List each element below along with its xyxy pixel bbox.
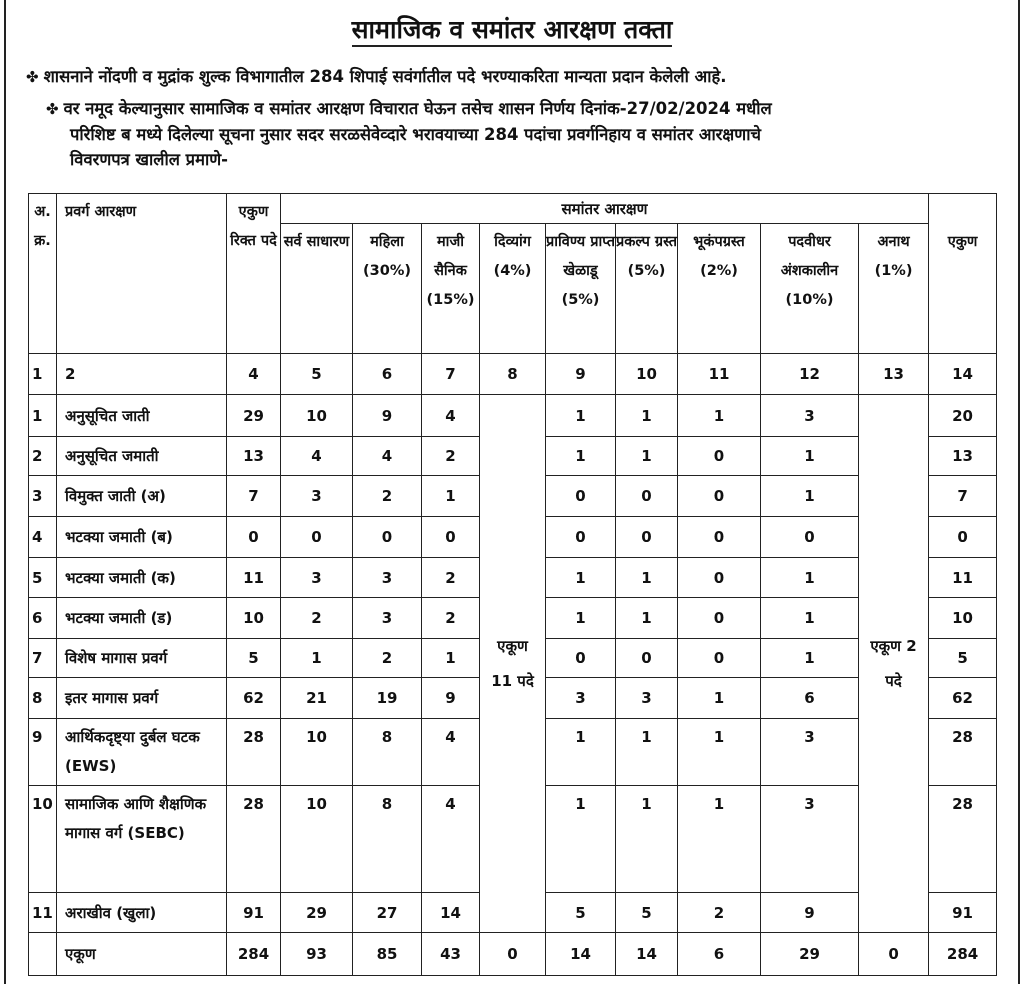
bullet-icon: ✤ <box>46 100 59 118</box>
row-ex-servicemen: 4 <box>422 395 480 437</box>
row-project: 1 <box>616 437 678 476</box>
row-total: 28 <box>929 719 997 786</box>
row-general: 3 <box>281 476 353 517</box>
row-general: 21 <box>281 678 353 719</box>
row-total-vacant: 13 <box>227 437 281 476</box>
row-ex-servicemen: 2 <box>422 437 480 476</box>
column-number: 9 <box>546 354 616 395</box>
row-graduate: 3 <box>761 395 859 437</box>
row-total: 20 <box>929 395 997 437</box>
row-category: विशेष मागास प्रवर्ग <box>57 639 227 678</box>
row-women: 3 <box>353 558 422 598</box>
row-sr: 10 <box>29 786 57 893</box>
row-sports: 1 <box>546 719 616 786</box>
total-orphan: 0 <box>859 933 929 976</box>
row-women: 0 <box>353 517 422 558</box>
row-total: 91 <box>929 893 997 933</box>
row-ex-servicemen: 2 <box>422 558 480 598</box>
header-graduate-parttime: पदवीधर अंशकालीन (10%) <box>761 224 859 354</box>
row-sports: 1 <box>546 558 616 598</box>
row-sr: 8 <box>29 678 57 719</box>
row-sports: 1 <box>546 437 616 476</box>
row-earthquake: 0 <box>678 598 761 639</box>
header-total: एकुण <box>929 224 997 354</box>
row-earthquake: 0 <box>678 517 761 558</box>
row-graduate: 3 <box>761 786 859 893</box>
row-category: सामाजिक आणि शैक्षणिक मागास वर्ग (SEBC) <box>57 786 227 893</box>
row-women: 4 <box>353 437 422 476</box>
row-sr: 2 <box>29 437 57 476</box>
total-row-label: एकूण <box>57 933 227 976</box>
row-sports: 5 <box>546 893 616 933</box>
row-general: 0 <box>281 517 353 558</box>
row-category: आर्थिकदृष्ट्या दुर्बल घटक (EWS) <box>57 719 227 786</box>
total-graduate: 29 <box>761 933 859 976</box>
row-general: 10 <box>281 786 353 893</box>
header-earthquake-affected: भूकंपग्रस्त (2%) <box>678 224 761 354</box>
header-category: प्रवर्ग आरक्षण <box>57 194 227 354</box>
row-project: 3 <box>616 678 678 719</box>
row-graduate: 1 <box>761 558 859 598</box>
row-women: 9 <box>353 395 422 437</box>
header-general: सर्व साधारण <box>281 224 353 354</box>
row-project: 1 <box>616 719 678 786</box>
row-sports: 0 <box>546 517 616 558</box>
row-general: 1 <box>281 639 353 678</box>
row-ex-servicemen: 9 <box>422 678 480 719</box>
row-total-vacant: 7 <box>227 476 281 517</box>
row-project: 1 <box>616 598 678 639</box>
column-number: 8 <box>480 354 546 395</box>
row-total: 62 <box>929 678 997 719</box>
column-number: 10 <box>616 354 678 395</box>
column-number: 13 <box>859 354 929 395</box>
row-women: 19 <box>353 678 422 719</box>
row-sports: 1 <box>546 786 616 893</box>
row-women: 2 <box>353 476 422 517</box>
row-category: अनुसूचित जमाती <box>57 437 227 476</box>
row-graduate: 1 <box>761 437 859 476</box>
row-sr: 1 <box>29 395 57 437</box>
row-category: अराखीव (खुला) <box>57 893 227 933</box>
row-earthquake: 1 <box>678 719 761 786</box>
row-project: 1 <box>616 558 678 598</box>
row-sr: 3 <box>29 476 57 517</box>
row-category: अनुसूचित जाती <box>57 395 227 437</box>
row-ex-servicemen: 1 <box>422 476 480 517</box>
row-ex-servicemen: 2 <box>422 598 480 639</box>
disabled-merged-cell: एकूण 11 पदे <box>480 395 546 933</box>
total-total: 284 <box>929 933 997 976</box>
row-total: 11 <box>929 558 997 598</box>
row-project: 0 <box>616 639 678 678</box>
total-general: 93 <box>281 933 353 976</box>
row-total-vacant: 10 <box>227 598 281 639</box>
row-graduate: 1 <box>761 476 859 517</box>
row-total-vacant: 29 <box>227 395 281 437</box>
row-sports: 0 <box>546 476 616 517</box>
header-ex-servicemen: माजी सैनिक (15%) <box>422 224 480 354</box>
column-number: 2 <box>57 354 227 395</box>
row-total-vacant: 28 <box>227 719 281 786</box>
row-ex-servicemen: 4 <box>422 719 480 786</box>
row-earthquake: 1 <box>678 395 761 437</box>
row-earthquake: 0 <box>678 639 761 678</box>
row-total-vacant: 5 <box>227 639 281 678</box>
row-total: 13 <box>929 437 997 476</box>
header-disabled: दिव्यांग (4%) <box>480 224 546 354</box>
column-number: 11 <box>678 354 761 395</box>
row-sr: 4 <box>29 517 57 558</box>
row-total: 28 <box>929 786 997 893</box>
header-total-top <box>929 194 997 224</box>
row-project: 0 <box>616 476 678 517</box>
column-number-row <box>29 354 997 395</box>
row-project: 1 <box>616 786 678 893</box>
row-sr: 6 <box>29 598 57 639</box>
row-project: 0 <box>616 517 678 558</box>
row-sr: 5 <box>29 558 57 598</box>
row-category: विमुक्त जाती (अ) <box>57 476 227 517</box>
column-number: 4 <box>227 354 281 395</box>
row-general: 10 <box>281 719 353 786</box>
header-sr: अ. क्र. <box>29 194 57 354</box>
row-project: 1 <box>616 395 678 437</box>
column-number: 14 <box>929 354 997 395</box>
row-ex-servicemen: 4 <box>422 786 480 893</box>
total-disabled: 0 <box>480 933 546 976</box>
row-general: 4 <box>281 437 353 476</box>
row-graduate: 0 <box>761 517 859 558</box>
header-orphan: अनाथ (1%) <box>859 224 929 354</box>
row-earthquake: 2 <box>678 893 761 933</box>
row-sports: 1 <box>546 598 616 639</box>
row-total-vacant: 62 <box>227 678 281 719</box>
row-women: 3 <box>353 598 422 639</box>
notice-paragraph-1: ✤ शासनाने नोंदणी व मुद्रांक शुल्क विभागातील 284 शिपाई सवंर्गातील पदे भरण्याकरिता मान्यता प्रदान केलेली आहे. <box>26 64 1016 90</box>
row-total: 7 <box>929 476 997 517</box>
total-total-vacant: 284 <box>227 933 281 976</box>
column-number: 7 <box>422 354 480 395</box>
notice-paragraph-2: ✤ वर नमूद केल्यानुसार सामाजिक व समांतर आरक्षण विचारात घेऊन तसेच शासन निर्णय दिनांक-27/02/2024 मधील परिशिष्ट ब मध्ये दिलेल्या सूचना नुसार सदर सरळसेवेव्दारे भरावयाच्या 284 पदांचा प्रवर्गनिहाय व समांतर आरक्षणाचे विवरणपत्र खालील प्रमाणे- <box>46 99 772 169</box>
orphan-merged-cell: एकूण 2 पदे <box>859 395 929 933</box>
row-general: 10 <box>281 395 353 437</box>
row-women: 2 <box>353 639 422 678</box>
column-number: 12 <box>761 354 859 395</box>
row-ex-servicemen: 1 <box>422 639 480 678</box>
document-title: सामाजिक व समांतर आरक्षण तक्ता <box>0 12 1024 46</box>
row-earthquake: 1 <box>678 786 761 893</box>
row-sr: 7 <box>29 639 57 678</box>
total-sports: 14 <box>546 933 616 976</box>
row-graduate: 3 <box>761 719 859 786</box>
header-women: महिला (30%) <box>353 224 422 354</box>
row-category: भटक्या जमाती (क) <box>57 558 227 598</box>
total-row-sr <box>29 933 57 976</box>
header-project-affected: प्रकल्प ग्रस्त (5%) <box>616 224 678 354</box>
row-sports: 1 <box>546 395 616 437</box>
column-number: 5 <box>281 354 353 395</box>
reservation-table <box>28 193 997 976</box>
row-sr: 11 <box>29 893 57 933</box>
column-number: 1 <box>29 354 57 395</box>
row-total-vacant: 91 <box>227 893 281 933</box>
total-row <box>29 933 997 976</box>
total-earthquake: 6 <box>678 933 761 976</box>
total-ex-servicemen: 43 <box>422 933 480 976</box>
total-project: 14 <box>616 933 678 976</box>
row-general: 3 <box>281 558 353 598</box>
row-category: भटक्या जमाती (ड) <box>57 598 227 639</box>
row-women: 8 <box>353 719 422 786</box>
table-row <box>29 395 997 437</box>
row-earthquake: 1 <box>678 678 761 719</box>
row-sports: 3 <box>546 678 616 719</box>
row-total-vacant: 0 <box>227 517 281 558</box>
row-sr: 9 <box>29 719 57 786</box>
row-category: भटक्या जमाती (ब) <box>57 517 227 558</box>
header-parallel-reservation: समांतर आरक्षण <box>281 194 929 224</box>
row-total-vacant: 28 <box>227 786 281 893</box>
row-ex-servicemen: 0 <box>422 517 480 558</box>
row-earthquake: 0 <box>678 558 761 598</box>
row-sports: 0 <box>546 639 616 678</box>
row-category: इतर मागास प्रवर्ग <box>57 678 227 719</box>
row-ex-servicemen: 14 <box>422 893 480 933</box>
row-women: 27 <box>353 893 422 933</box>
row-earthquake: 0 <box>678 476 761 517</box>
row-graduate: 9 <box>761 893 859 933</box>
row-women: 8 <box>353 786 422 893</box>
header-sports: प्राविण्य प्राप्त खेळाडू (5%) <box>546 224 616 354</box>
row-total: 5 <box>929 639 997 678</box>
row-earthquake: 0 <box>678 437 761 476</box>
row-total-vacant: 11 <box>227 558 281 598</box>
row-project: 5 <box>616 893 678 933</box>
column-number: 6 <box>353 354 422 395</box>
row-graduate: 1 <box>761 598 859 639</box>
total-women: 85 <box>353 933 422 976</box>
row-graduate: 1 <box>761 639 859 678</box>
bullet-icon: ✤ <box>26 68 39 86</box>
row-total: 10 <box>929 598 997 639</box>
row-total: 0 <box>929 517 997 558</box>
header-total-vacant: एकुण रिक्त पदे <box>227 194 281 354</box>
row-general: 2 <box>281 598 353 639</box>
row-graduate: 6 <box>761 678 859 719</box>
row-general: 29 <box>281 893 353 933</box>
